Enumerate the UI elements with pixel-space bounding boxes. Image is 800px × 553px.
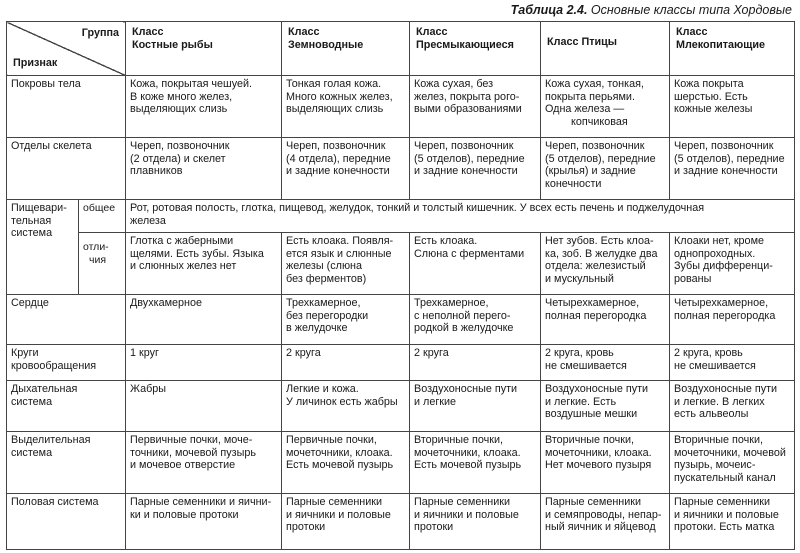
cell-digestive-amphibians <box>282 233 410 295</box>
class-word: Класс <box>416 26 448 38</box>
text-line: Парные семенники <box>414 496 511 508</box>
cell-digestive-mammals <box>670 233 795 295</box>
text-line: Глотка с жаберными <box>130 235 234 247</box>
cell-excretory-reptiles <box>410 432 541 494</box>
text-line: Кожа сухая, без <box>414 78 494 90</box>
text-line: Легкие и кожа. <box>286 383 359 395</box>
class-word: Класс <box>676 26 708 38</box>
cell-reproductive-reptiles <box>410 494 541 550</box>
class-header-birds <box>541 22 670 76</box>
text-line: и задние конечности <box>414 165 518 178</box>
caption-text: Основные классы типа Хордовые <box>590 3 792 17</box>
cell-reproductive-fish <box>126 494 282 550</box>
class-name: Костные рыбы <box>132 39 213 51</box>
text-line: без перегородки <box>286 309 369 322</box>
text-line: и семяпроводы, непар- <box>545 508 662 521</box>
label-line: Пищевари- <box>11 202 67 214</box>
text-line: протоки <box>414 521 454 534</box>
text-line: Нет мочевого пузыря <box>545 459 652 472</box>
cell-excretory-fish <box>126 432 282 494</box>
text-line: ки и половые протоки <box>130 508 239 521</box>
label-line: Отделы скелета <box>11 140 92 152</box>
row-reproductive <box>7 494 795 550</box>
cell-digestive-common <box>126 200 795 233</box>
text-line: Череп, позвоночник <box>130 140 230 152</box>
label-line: кровообращения <box>11 359 97 372</box>
text-line: 1 круг <box>130 347 159 359</box>
text-line: щелями. Есть зубы. Языка <box>130 247 264 260</box>
cell-heart-amphibians <box>282 295 410 345</box>
text-line: Первичные почки, <box>286 434 377 446</box>
text-line: Парные семенники <box>545 496 642 508</box>
cell-respiratory-mammals <box>670 381 795 432</box>
cell-covers-birds <box>541 76 670 138</box>
cell-skeleton-reptiles <box>410 138 541 200</box>
text-line: Четырехкамерное, <box>674 297 769 309</box>
cell-respiratory-fish <box>126 381 282 432</box>
text-line: (5 отделов), передние <box>545 152 656 165</box>
text-line: и яичники и половые <box>674 508 779 521</box>
text-line: и яичники и половые <box>286 508 391 521</box>
text-line: родкой в желудочке <box>414 322 514 335</box>
row-label-covers <box>7 76 126 138</box>
text-line: полная перегородка <box>545 309 647 322</box>
text-line: воздушные мешки <box>545 408 638 421</box>
text-line: и яичники и половые <box>414 508 519 521</box>
text-line: В коже много желез, <box>130 90 233 103</box>
text-line: Трехкамерное, <box>414 297 489 309</box>
text-line: Череп, позвоночник <box>286 140 386 152</box>
text-line: протоки. Есть матка <box>674 521 775 534</box>
text-line: (4 отдела), передние <box>286 152 391 165</box>
text-line: 2 круга <box>414 347 449 359</box>
text-line: (5 отделов), передние <box>674 152 785 165</box>
text-line: протоки <box>286 521 326 534</box>
cell-circulation-birds <box>541 345 670 381</box>
group-label: Группа <box>81 27 119 39</box>
text-line: Череп, позвоночник <box>545 140 645 152</box>
row-skeleton <box>7 138 795 200</box>
text-line: однопроходных. <box>674 247 756 260</box>
cell-respiratory-reptiles <box>410 381 541 432</box>
text-line: с неполной перего- <box>414 309 511 322</box>
cell-digestive-birds <box>541 233 670 295</box>
cell-reproductive-mammals <box>670 494 795 550</box>
text-line: Кожа, покрытая чешуей. <box>130 78 253 90</box>
text-line: мочеточники, мочевой <box>674 446 786 459</box>
text-line: шерстью. Есть <box>674 90 748 103</box>
text-line: Есть мочевой пузырь <box>286 459 394 472</box>
row-label-digestive <box>7 200 79 295</box>
cell-covers-fish <box>126 76 282 138</box>
text-line: Вторичные почки, <box>674 434 764 446</box>
cell-excretory-birds <box>541 432 670 494</box>
cell-respiratory-birds <box>541 381 670 432</box>
cell-heart-fish <box>126 295 282 345</box>
chordata-table <box>6 21 795 550</box>
text-line: (крылья) и задние <box>545 165 636 178</box>
text-line: и легкие <box>414 395 457 408</box>
text-line: Есть клоака. Появля- <box>286 235 394 247</box>
text-line: мочеточники, клоака. <box>414 446 521 459</box>
text-line: не смешивается <box>545 359 627 372</box>
text-line: железа <box>130 214 166 227</box>
text-line: есть альвеолы <box>674 408 749 421</box>
cell-reproductive-amphibians <box>282 494 410 550</box>
row-respiratory <box>7 381 795 432</box>
text-line: Зубы дифференци- <box>674 260 773 273</box>
cell-skeleton-amphibians <box>282 138 410 200</box>
class-header-reptiles <box>410 22 541 76</box>
class-name: Земноводные <box>288 39 364 51</box>
text-line: Череп, позвоночник <box>414 140 514 152</box>
text-line: и задние конечности <box>286 165 390 178</box>
text-line: Череп, позвоночник <box>674 140 774 152</box>
text-line: ка, зоб. В желудке два <box>545 247 658 260</box>
text-line: 2 круга <box>286 347 321 359</box>
cell-covers-mammals <box>670 76 795 138</box>
text-line: и легкие. Есть <box>545 395 617 408</box>
text-line: выделяющих слизь <box>130 103 228 116</box>
text-line: Кожа покрыта <box>674 78 744 90</box>
cell-circulation-amphibians <box>282 345 410 381</box>
class-word: Класс <box>132 26 164 38</box>
label-line: Половая система <box>11 496 99 508</box>
text-line: Рот, ротовая полость, глотка, пищевод, желудок, тонкий и толстый кишечник. У всех есть печень и поджелудочная <box>130 202 705 214</box>
class-name: Класс Птицы <box>547 36 618 48</box>
text-line: (2 отдела) и скелет <box>130 152 226 165</box>
sub-label-common <box>79 200 126 233</box>
cell-covers-reptiles <box>410 76 541 138</box>
text-line: и слюнных желез нет <box>130 260 237 273</box>
label-line: Дыхательная <box>11 383 78 395</box>
row-circulation <box>7 345 795 381</box>
text-line: Нет зубов. Есть клоа- <box>545 235 654 247</box>
cell-digestive-fish <box>126 233 282 295</box>
text-line: (5 отделов), передние <box>414 152 525 165</box>
cell-respiratory-amphibians <box>282 381 410 432</box>
text-line: Много кожных желез, <box>286 90 393 103</box>
text-line: пускательный канал <box>674 471 776 484</box>
text-line: и легкие. В легких <box>674 395 765 408</box>
header-row <box>7 22 795 76</box>
text-line: кожные железы <box>674 103 753 116</box>
cell-excretory-amphibians <box>282 432 410 494</box>
text-line: Двухкамерное <box>130 297 202 309</box>
text-line: Одна железа — <box>545 103 625 116</box>
text-line: Воздухоносные пути <box>674 383 778 395</box>
label-line: чия <box>89 253 107 266</box>
text-line: и задние конечности <box>674 165 778 178</box>
cell-reproductive-birds <box>541 494 670 550</box>
label-line: система <box>11 446 53 459</box>
text-line: пузырь, мочеис- <box>674 459 756 472</box>
label-line: общее <box>83 202 116 214</box>
cell-circulation-fish <box>126 345 282 381</box>
text-line: рованы <box>674 272 712 285</box>
text-line: 2 круга, кровь <box>545 347 614 359</box>
text-line: в желудочке <box>286 322 348 335</box>
label-line: Сердце <box>11 297 49 309</box>
row-label-reproductive <box>7 494 126 550</box>
row-heart <box>7 295 795 345</box>
row-digestive-common <box>7 200 795 233</box>
text-line: отдела: железистый <box>545 260 646 273</box>
row-excretory <box>7 432 795 494</box>
row-label-excretory <box>7 432 126 494</box>
text-line: Первичные почки, моче- <box>130 434 253 446</box>
row-label-respiratory <box>7 381 126 432</box>
feature-label: Признак <box>13 57 58 69</box>
cell-heart-reptiles <box>410 295 541 345</box>
text-line: покрыта перьями. <box>545 90 635 103</box>
row-digestive-diff <box>7 233 795 295</box>
header-corner <box>7 22 126 76</box>
row-covers <box>7 76 795 138</box>
text-line: полная перегородка <box>674 309 776 322</box>
row-label-skeleton <box>7 138 126 200</box>
cell-skeleton-fish <box>126 138 282 200</box>
text-line: желез, покрыта рого- <box>414 90 520 103</box>
text-line: Слюна с ферментами <box>414 247 525 260</box>
text-line: и мускульный <box>545 272 614 285</box>
class-header-amphibians <box>282 22 410 76</box>
sub-label-diff <box>79 233 126 295</box>
text-line: Клоаки нет, кроме <box>674 235 764 247</box>
text-line: выделяющих слизь <box>286 103 384 116</box>
cell-covers-amphibians <box>282 76 410 138</box>
label-line: система <box>11 395 53 408</box>
class-header-fish <box>126 22 282 76</box>
text-line: ется язык и слюнные <box>286 247 392 260</box>
cell-excretory-mammals <box>670 432 795 494</box>
label-line: Круги <box>11 347 39 359</box>
cell-circulation-mammals <box>670 345 795 381</box>
text-line: У личинок есть жабры <box>286 395 398 408</box>
text-line: ный яичник и яйцевод <box>545 521 656 534</box>
text-line: Четырехкамерное, <box>545 297 640 309</box>
cell-circulation-reptiles <box>410 345 541 381</box>
cell-skeleton-birds <box>541 138 670 200</box>
text-line: Вторичные почки, <box>414 434 504 446</box>
text-line: Вторичные почки, <box>545 434 635 446</box>
text-line: копчиковая <box>571 115 628 128</box>
row-label-circulation <box>7 345 126 381</box>
text-line: Кожа сухая, тонкая, <box>545 78 644 90</box>
text-line: не смешивается <box>674 359 756 372</box>
class-name: Пресмыкающиеся <box>416 39 514 51</box>
text-line: без ферментов) <box>286 272 367 285</box>
text-line: и мочевое отверстие <box>130 459 236 472</box>
class-name: Млекопитающие <box>676 39 765 51</box>
text-line: мочеточники, клоака. <box>545 446 652 459</box>
text-line: Парные семенники <box>286 496 383 508</box>
label-line: отли- <box>83 241 109 253</box>
cell-heart-birds <box>541 295 670 345</box>
text-line: Есть клоака. <box>414 235 478 247</box>
class-word: Класс <box>288 26 320 38</box>
caption-number: Таблица 2.4. <box>510 3 588 17</box>
text-line: точники, мочевой пузырь <box>130 446 257 459</box>
row-label-heart <box>7 295 126 345</box>
text-line: Парные семенники <box>674 496 771 508</box>
text-line: 2 круга, кровь <box>674 347 743 359</box>
cell-skeleton-mammals <box>670 138 795 200</box>
text-line: железы (слюна <box>286 260 363 273</box>
label-line: система <box>11 227 53 240</box>
text-line: Есть мочевой пузырь <box>414 459 522 472</box>
label-line: Покровы тела <box>11 78 81 90</box>
class-header-mammals <box>670 22 795 76</box>
text-line: Трехкамерное, <box>286 297 361 309</box>
text-line: мочеточники, клоака. <box>286 446 393 459</box>
label-line: тельная <box>11 214 52 227</box>
label-line: Выделительная <box>11 434 91 446</box>
text-line: выми образованиями <box>414 103 522 116</box>
text-line: Жабры <box>130 383 167 395</box>
text-line: Воздухоносные пути <box>545 383 649 395</box>
text-line: Тонкая голая кожа. <box>286 78 382 90</box>
cell-heart-mammals <box>670 295 795 345</box>
cell-digestive-reptiles <box>410 233 541 295</box>
table-caption <box>511 3 792 17</box>
text-line: Парные семенники и яични- <box>130 496 272 508</box>
text-line: Воздухоносные пути <box>414 383 518 395</box>
text-line: плавников <box>130 165 183 178</box>
text-line: конечности <box>545 177 602 190</box>
